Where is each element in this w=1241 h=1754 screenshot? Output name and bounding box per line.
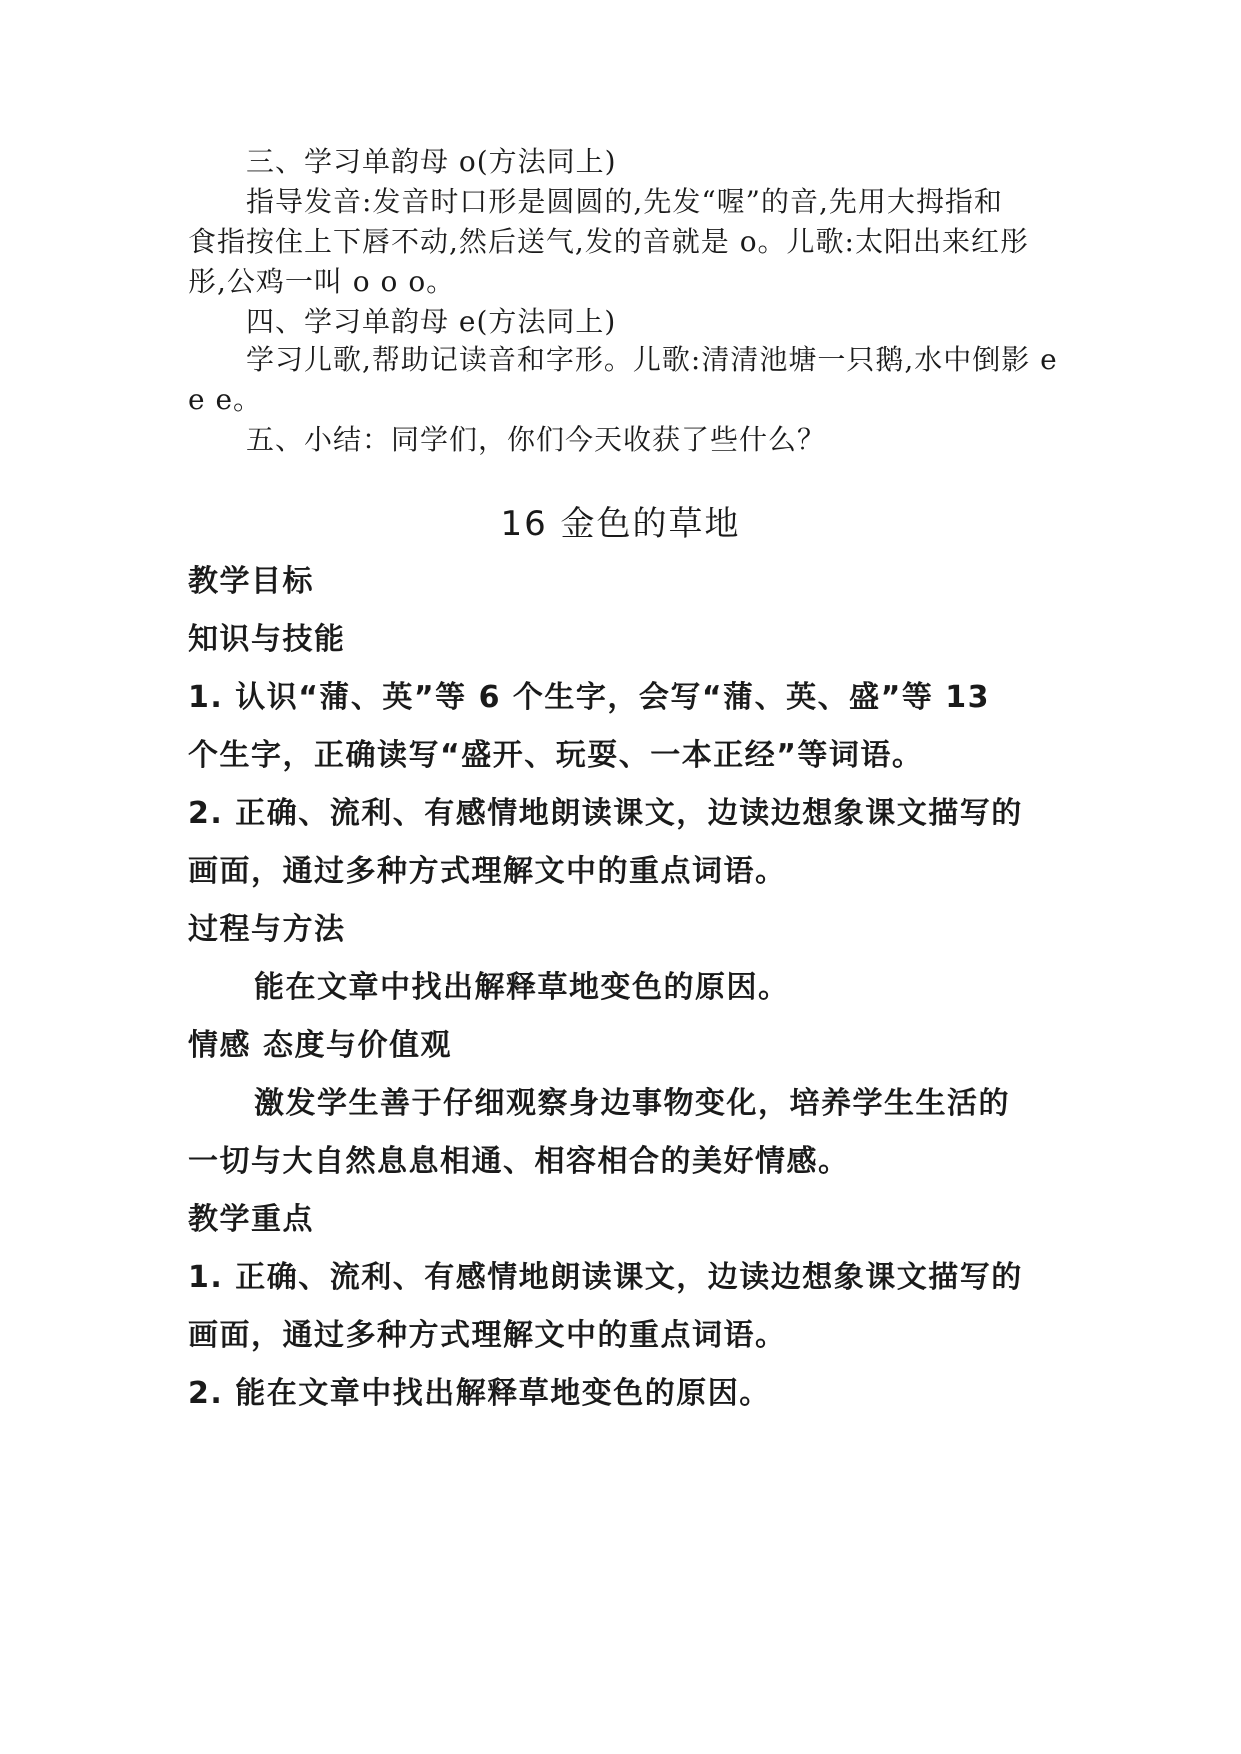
paragraph-line: 学习儿歌,帮助记读音和字形。儿歌:清清池塘一只鹅,水中倒影 e <box>246 343 1058 376</box>
emotion-values-text-cont: 一切与大自然息息相通、相容相合的美好情感。 <box>188 1144 850 1179</box>
paragraph-line: 彤,公鸡一叫 o o o。 <box>188 265 456 298</box>
goal-item-1: 1. 认识“蒲、英”等 6 个生字，会写“蒲、英、盛”等 13 <box>188 680 991 715</box>
paragraph-line: 指导发音:发音时口形是圆圆的,先发“喔”的音,先用大拇指和 <box>246 185 1003 218</box>
heading-teaching-goals: 教学目标 <box>188 564 314 599</box>
lesson-title: 16 金色的草地 <box>500 504 741 544</box>
heading-knowledge-skills: 知识与技能 <box>188 622 346 657</box>
goal-item-2: 2. 正确、流利、有感情地朗读课文，边读边想象课文描写的 <box>188 796 1023 831</box>
heading-process-method: 过程与方法 <box>188 912 346 947</box>
goal-item-1-cont: 个生字，正确读写“盛开、玩耍、一本正经”等词语。 <box>188 738 924 773</box>
section-heading-summary: 五、小结：同学们，你们今天收获了些什么？ <box>246 423 827 456</box>
goal-item-2-cont: 画面，通过多种方式理解文中的重点词语。 <box>188 854 787 889</box>
section-heading-o: 三、学习单韵母 o(方法同上) <box>246 145 617 178</box>
focus-item-1-cont: 画面，通过多种方式理解文中的重点词语。 <box>188 1318 787 1353</box>
process-method-text: 能在文章中找出解释草地变色的原因。 <box>254 970 790 1005</box>
paragraph-line: e e。 <box>188 383 263 416</box>
focus-item-2: 2. 能在文章中找出解释草地变色的原因。 <box>188 1376 771 1411</box>
section-heading-e: 四、学习单韵母 e(方法同上) <box>246 305 617 338</box>
paragraph-line: 食指按住上下唇不动,然后送气,发的音就是 o。儿歌:太阳出来红彤 <box>188 225 1029 258</box>
heading-teaching-focus: 教学重点 <box>188 1202 314 1237</box>
emotion-values-text: 激发学生善于仔细观察身边事物变化，培养学生生活的 <box>254 1086 1010 1121</box>
focus-item-1: 1. 正确、流利、有感情地朗读课文，边读边想象课文描写的 <box>188 1260 1023 1295</box>
heading-emotion-values: 情感 态度与价值观 <box>188 1028 452 1063</box>
